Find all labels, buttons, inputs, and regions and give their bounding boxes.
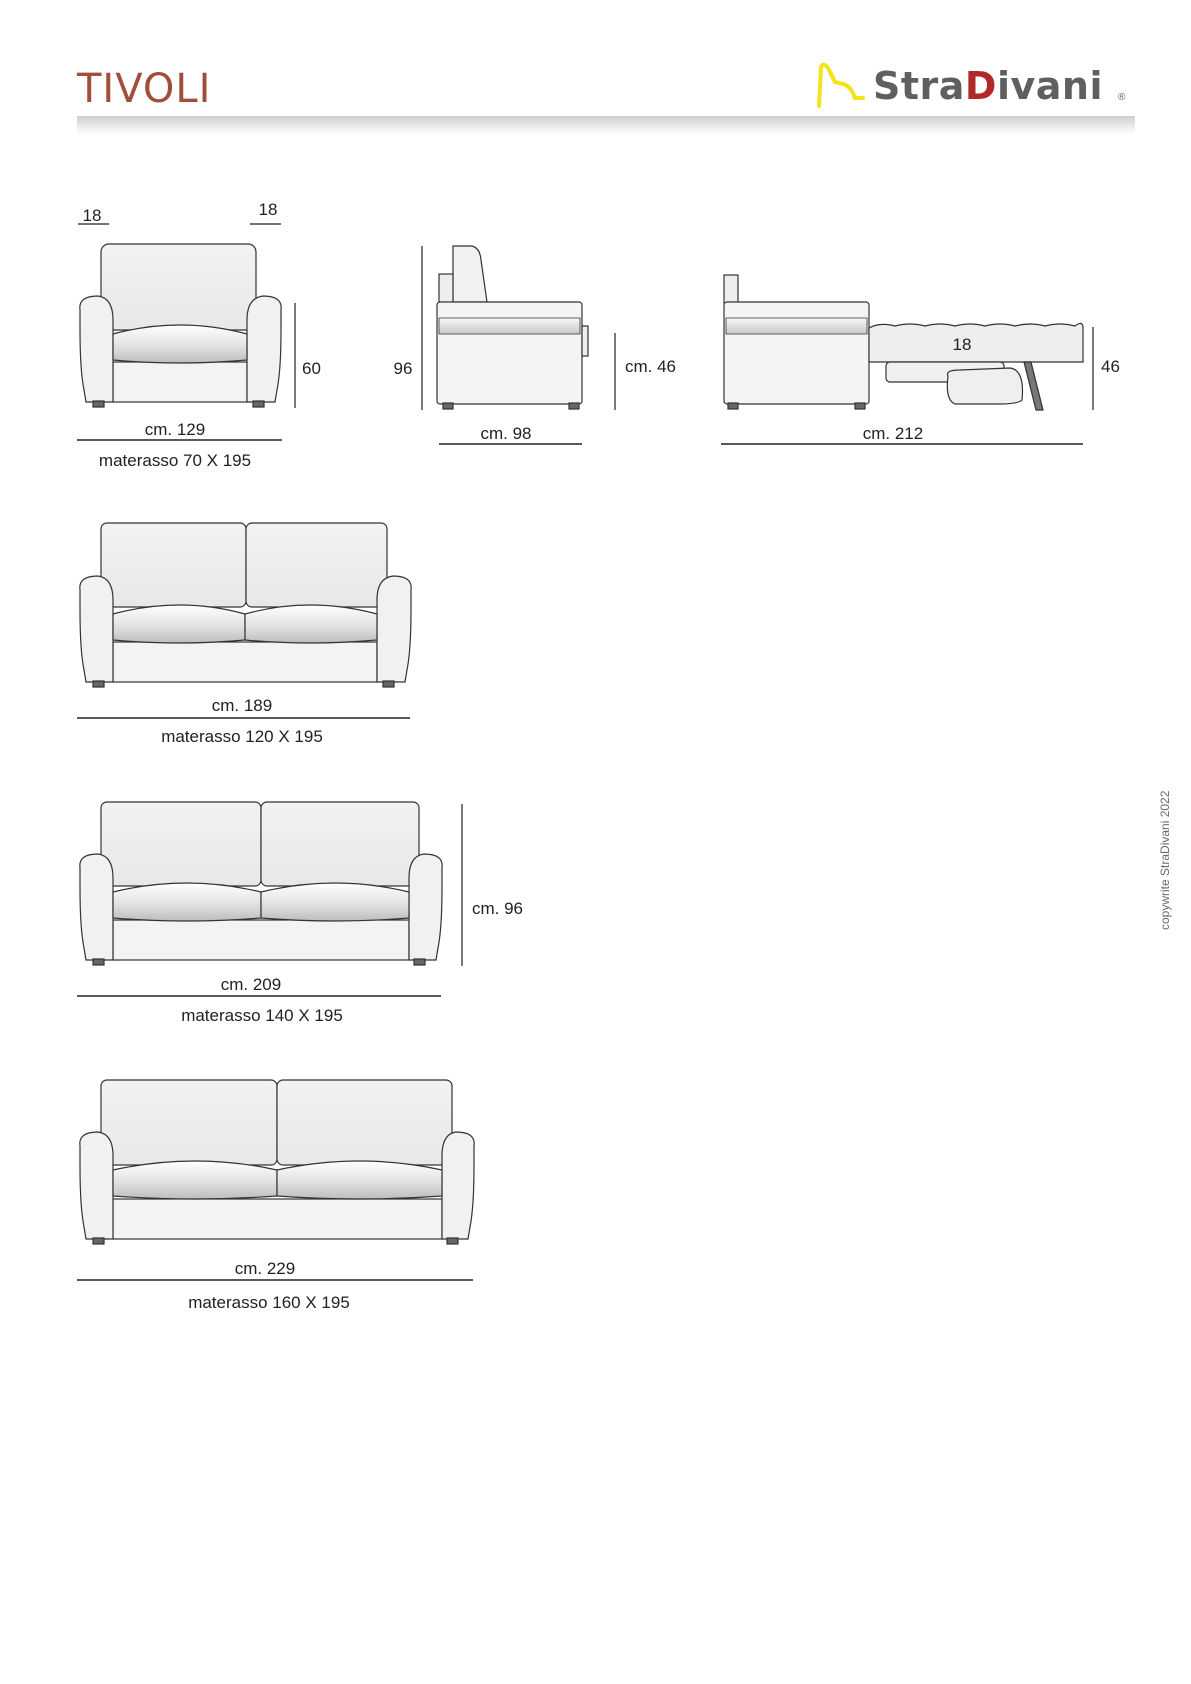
side-seat-height-label: cm. 46 bbox=[625, 357, 677, 376]
side-depth-label: cm. 98 bbox=[480, 424, 532, 443]
arm-width-left-label: 18 bbox=[82, 206, 102, 225]
armchair-mattress-label: materasso 70 X 195 bbox=[98, 451, 252, 470]
sofa-229-front-view bbox=[80, 1080, 474, 1244]
sofa-229-width-label: cm. 229 bbox=[234, 1259, 296, 1278]
sofa-209-mattress-label: materasso 140 X 195 bbox=[181, 1006, 343, 1025]
armchair-width-label: cm. 129 bbox=[144, 420, 206, 439]
sofa-209-width-label: cm. 209 bbox=[220, 975, 282, 994]
brand-registered-mark: ® bbox=[1118, 92, 1126, 103]
sofa-189-width-label: cm. 189 bbox=[211, 696, 273, 715]
open-height-label: 46 bbox=[1101, 357, 1120, 376]
sofa-229-mattress-label: materasso 160 X 195 bbox=[188, 1293, 350, 1312]
open-bed-view bbox=[724, 275, 1083, 410]
side-height-label: 96 bbox=[393, 359, 413, 378]
sofa-189-mattress-label: materasso 120 X 195 bbox=[161, 727, 323, 746]
sofa-189-front-view bbox=[80, 523, 411, 687]
open-mattress-thickness-label: 18 bbox=[952, 335, 972, 354]
open-length-label: cm. 212 bbox=[862, 424, 924, 443]
page-title: TIVOLI bbox=[77, 66, 212, 112]
sofa-209-height-label: cm. 96 bbox=[472, 899, 524, 918]
armchair-seat-height-label: 60 bbox=[302, 359, 321, 378]
armchair-front-view bbox=[80, 244, 281, 407]
arm-width-right-label: 18 bbox=[258, 200, 278, 219]
sofa-209-front-view bbox=[80, 802, 442, 965]
side-view bbox=[437, 246, 588, 409]
brand-name: StraDivani bbox=[873, 64, 1103, 108]
copyright-notice: copywrite StraDivani 2022 bbox=[1158, 790, 1172, 930]
